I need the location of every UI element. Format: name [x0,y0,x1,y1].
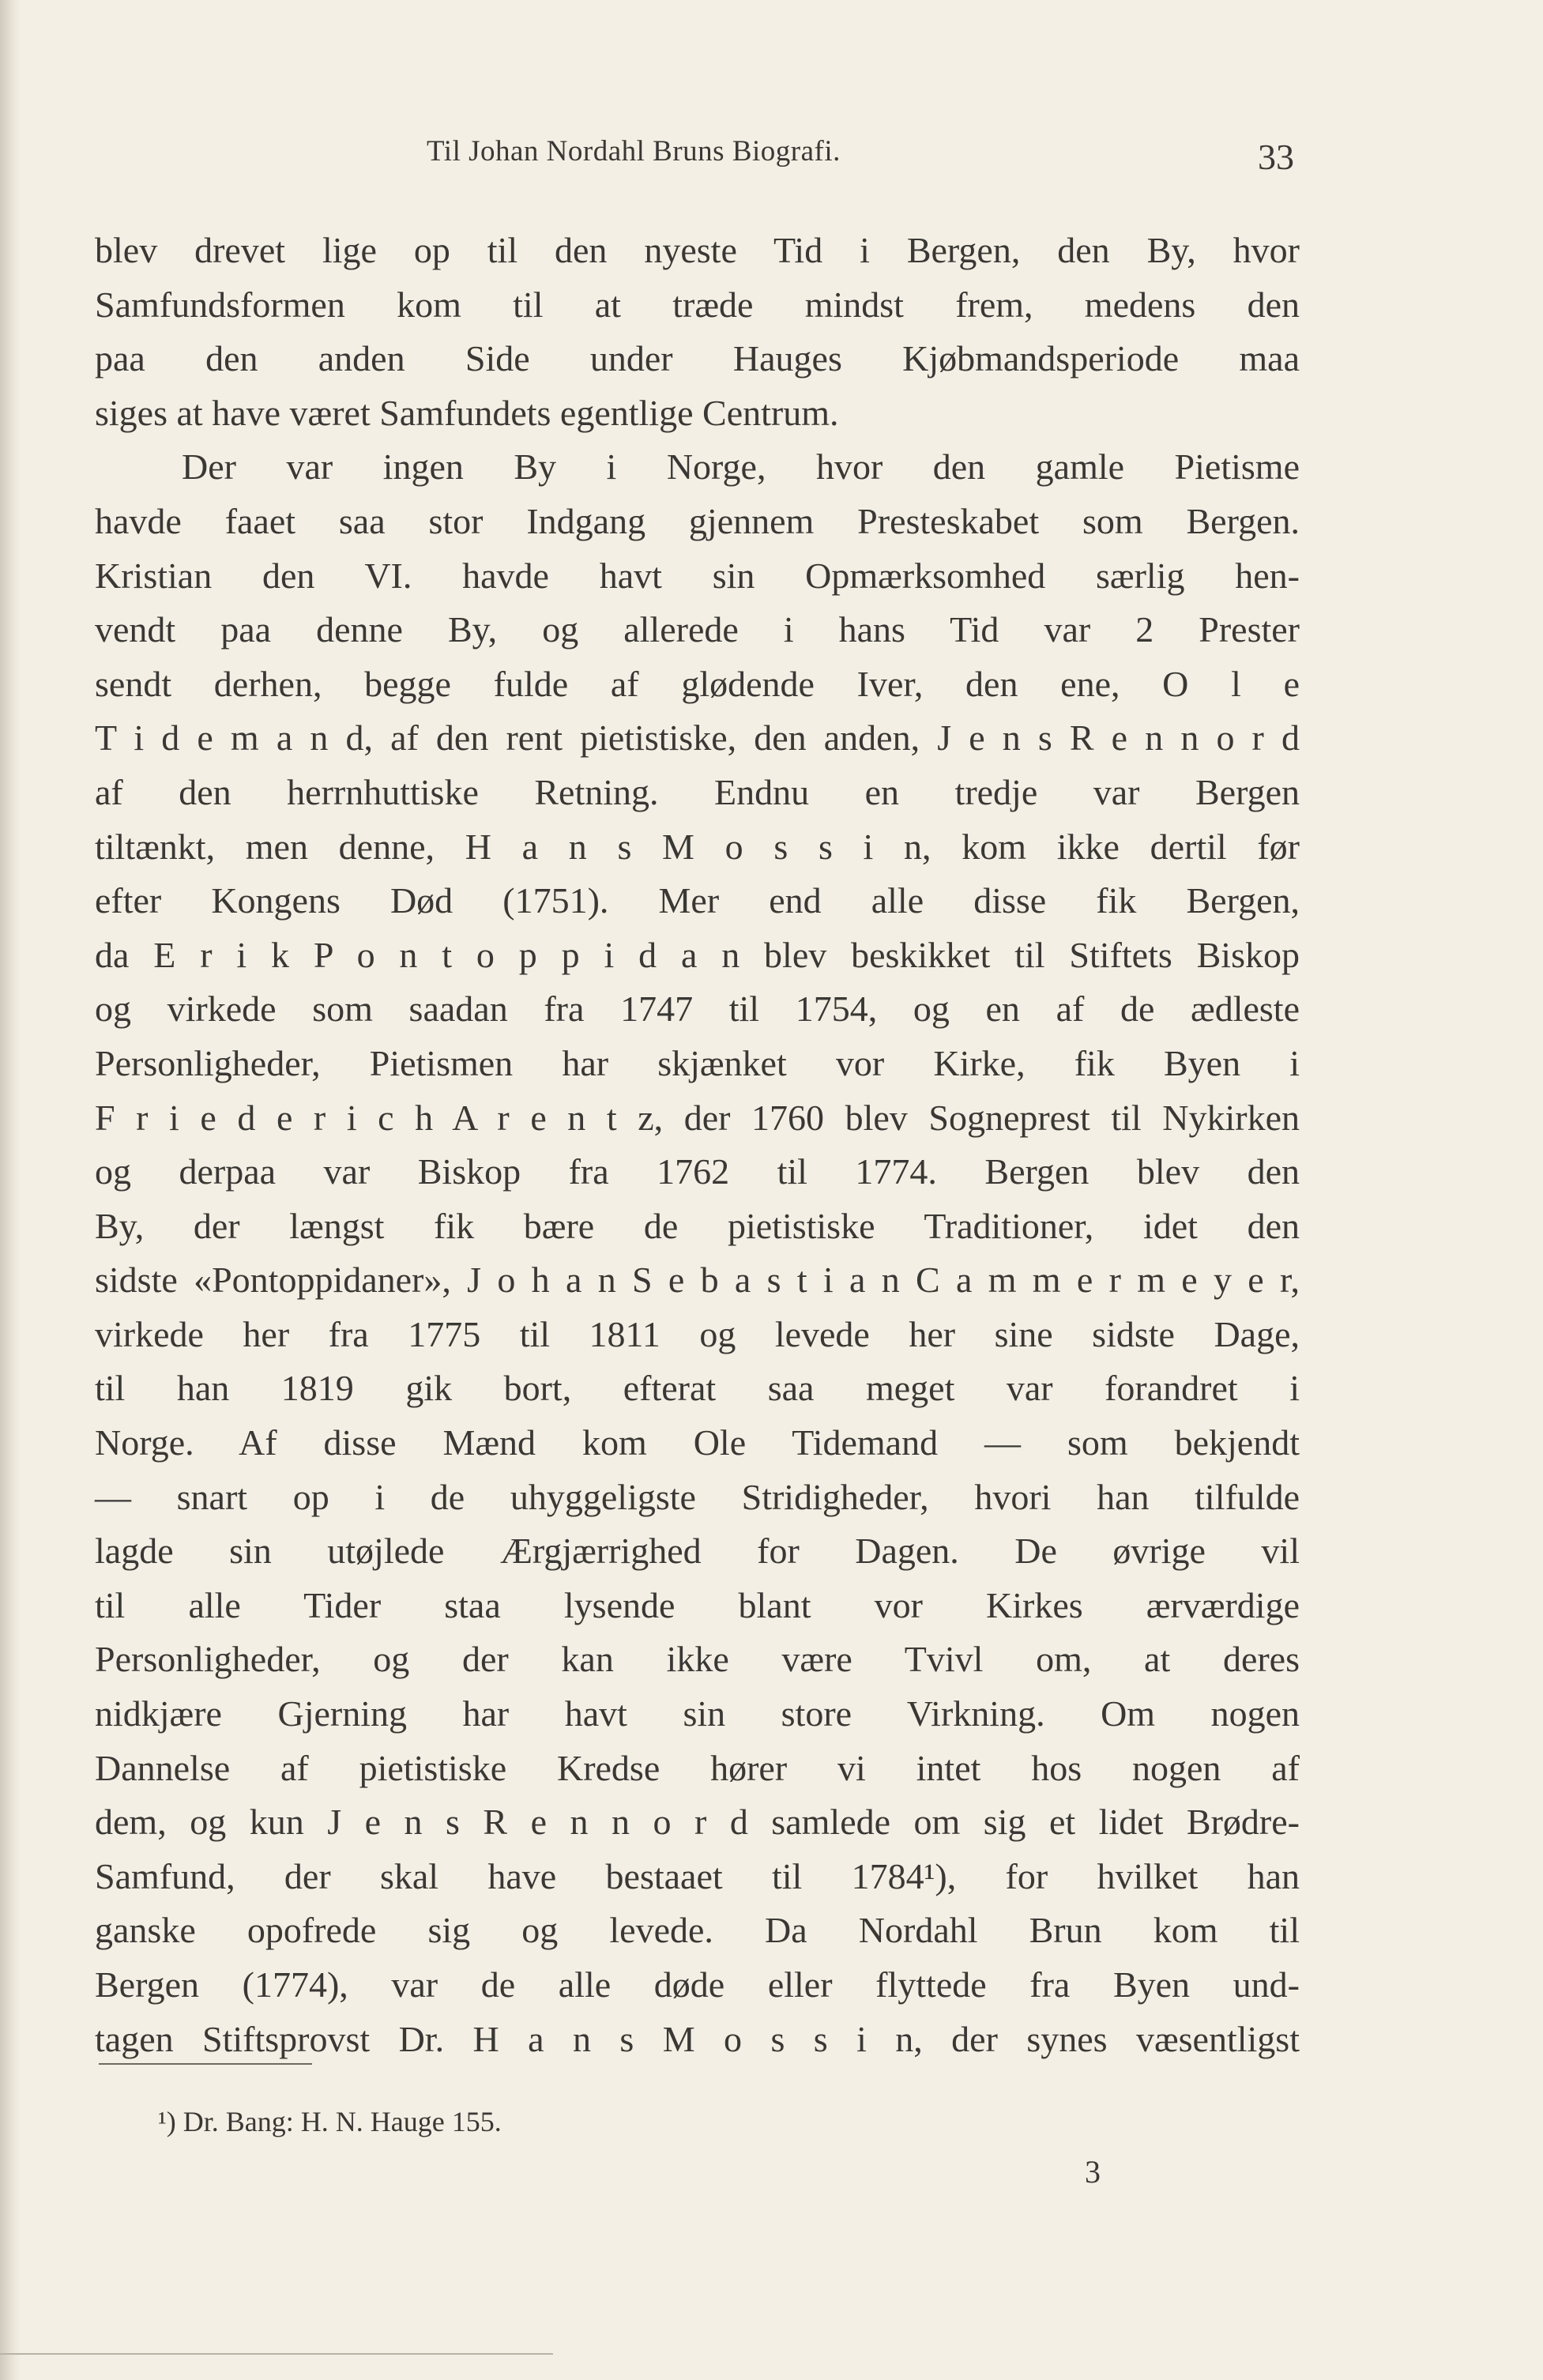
binding-gutter-shadow [0,0,21,2380]
text-line: havde faaet saa stor Indgang gjennem Presteskabet som Bergen. [95,500,1300,541]
text-line: efter Kongens Død (1751). Mer end alle disse fik Bergen, [95,880,1300,921]
text-line: Bergen (1774), var de alle døde eller flyttede fra Byen und- [95,1964,1300,2005]
text-line: vendt paa denne By, og allerede i hans Tid var 2 Prester [95,609,1300,650]
signature-mark: 3 [1085,2154,1101,2190]
text-line: Personligheder, Pietismen har skjænket vor Kirke, fik Byen i [95,1042,1300,1083]
text-line: da E r i k P o n t o p p i d a n blev beskikket til Stiftets Biskop [95,934,1300,975]
text-line: og virkede som saadan fra 1747 til 1754, og en af de ædleste [95,989,1300,1030]
text-line: By, der længst fik bære de pietistiske Traditioner, idet den [95,1205,1300,1246]
running-title: Til Johan Nordahl Bruns Biografi. [427,135,841,168]
text-line: — snart op i de uhyggeligste Stridigheder, hvori han tilfulde [95,1476,1300,1517]
text-line: sendt derhen, begge fulde af glødende Iver, den ene, O l e [95,663,1300,704]
text-line: Dannelse af pietistiske Kredse hører vi intet hos nogen af [95,1747,1300,1788]
text-line: blev drevet lige op til den nyeste Tid i Bergen, den By, hvor [95,230,1300,270]
text-line: Der var ingen By i Norge, hvor den gamle Pietisme [182,446,1300,488]
text-line: af den herrnhuttiske Retning. Endnu en tredje var Bergen [95,771,1300,812]
text-line: tiltænkt, men denne, H a n s M o s s i n, kom ikke dertil før [95,826,1300,867]
text-line: T i d e m a n d, af den rent pietistiske, den anden, J e n s R e n n o r d [95,717,1300,759]
page-header [0,126,1543,182]
text-line: ganske opofrede sig og levede. Da Nordahl Brun kom til [95,1910,1300,1951]
text-line: til alle Tider staa lysende blant vor Kirkes ærværdige [95,1584,1300,1625]
text-line: Samfundsformen kom til at træde mindst frem, medens den [95,284,1300,325]
text-line: lagde sin utøjlede Ærgjærrighed for Dagen. De øvrige vil [95,1531,1300,1572]
text-line: F r i e d e r i c h A r e n t z, der 1760 blev Sogneprest til Nykirken [95,1097,1300,1138]
text-line: nidkjære Gjerning har havt sin store Virkning. Om nogen [95,1693,1300,1734]
footnote-rule [99,2063,312,2065]
text-line: til han 1819 gik bort, efterat saa meget var forandret i [95,1368,1300,1409]
text-line: og derpaa var Biskop fra 1762 til 1774. Bergen blev den [95,1151,1300,1192]
body-text [95,224,1300,2066]
text-line: virkede her fra 1775 til 1811 og levede her sine sidste Dage, [95,1313,1300,1354]
footnote: ¹) Dr. Bang: H. N. Hauge 155. [158,2106,502,2137]
page-edge-line [0,2353,553,2355]
text-line: paa den anden Side under Hauges Kjøbmandsperiode maa [95,338,1300,379]
text-line: dem, og kun J e n s R e n n o r d samlede om sig et lidet Brødre- [95,1802,1300,1843]
text-line: siges at have været Samfundets egentlige Centrum. [95,392,839,433]
text-line: Personligheder, og der kan ikke være Tvivl om, at deres [95,1639,1300,1680]
text-line: Samfund, der skal have bestaaet til 1784¹), for hvilket han [95,1855,1300,1896]
page-number: 33 [1258,137,1294,177]
text-line: sidste «Pontoppidaner», J o h a n S e b a s t i a n C a m m e r m e y e r, [95,1260,1300,1301]
text-line: tagen Stiftsprovst Dr. H a n s M o s s i n, der synes væsentligst [95,2018,1300,2059]
text-line: Kristian den VI. havde havt sin Opmærksomhed særlig hen- [95,555,1300,596]
text-line: Norge. Af disse Mænd kom Ole Tidemand — som bekjendt [95,1422,1300,1463]
